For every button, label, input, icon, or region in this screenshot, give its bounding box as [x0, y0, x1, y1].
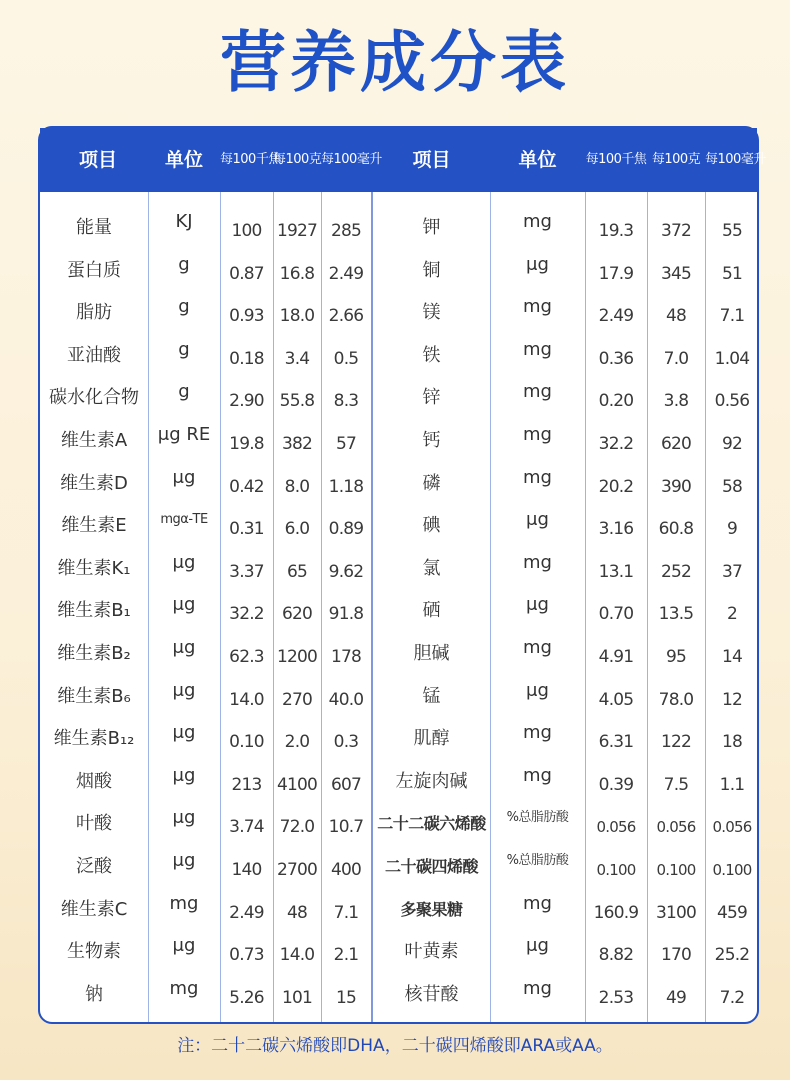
header-per-g-left: 每100克 [273, 152, 322, 167]
left-cell-name: 钠 [85, 983, 103, 1005]
left-cell-unit: g [178, 381, 190, 403]
footnote: 注：二十二碳六烯酸即DHA，二十碳四烯酸即ARA或AA。 [177, 1036, 613, 1056]
left-cell-per-ml: 8.3 [333, 391, 359, 412]
left-cell-per-kj: 2.49 [229, 902, 264, 923]
left-cell-unit: KJ [175, 211, 193, 232]
right-cell-per-g: 60.8 [658, 519, 694, 540]
right-cell-per-ml: 58 [721, 476, 743, 497]
right-cell-per-kj: 4.91 [598, 647, 634, 667]
left-cell-per-ml: 178 [330, 647, 362, 667]
left-cell-per-g: 14.0 [279, 945, 315, 966]
left-cell-unit: μg [172, 637, 196, 658]
right-cell-name: 多聚果糖 [400, 899, 463, 919]
left-cell-per-g: 382 [281, 434, 313, 454]
left-cell-per-ml: 10.7 [328, 817, 364, 838]
right-cell-name: 叶黄素 [404, 941, 459, 963]
header-item-right: 项目 [412, 149, 451, 171]
left-cell-per-ml: 1.18 [328, 476, 364, 497]
left-cell-per-g: 55.8 [279, 391, 315, 412]
right-cell-per-ml: 25.2 [714, 945, 750, 966]
right-cell-per-g: 620 [660, 434, 692, 454]
right-cell-per-kj: 0.20 [598, 391, 634, 412]
right-cell-per-g: 390 [660, 476, 692, 497]
right-cell-per-ml: 7.1 [719, 306, 745, 327]
left-cell-name: 维生素K₁ [57, 557, 131, 579]
left-cell-per-kj: 0.93 [229, 306, 264, 327]
right-cell-per-kj: 8.82 [598, 945, 634, 966]
right-cell-name: 锰 [422, 685, 441, 707]
table-header [40, 128, 766, 192]
right-cell-per-g: 13.5 [658, 604, 694, 625]
right-cell-name: 铜 [422, 259, 441, 281]
right-cell-unit: mg [523, 977, 552, 999]
left-cell-unit: μg [172, 679, 196, 701]
nutrition-table [38, 126, 766, 1024]
left-cell-unit: μg RE [157, 424, 211, 445]
left-cell-per-ml: 285 [330, 221, 362, 241]
left-cell-per-ml: 2.1 [333, 945, 359, 966]
right-cell-per-g: 372 [660, 221, 692, 241]
right-cell-per-kj: 0.100 [596, 861, 636, 879]
left-cell-name: 维生素B₂ [57, 643, 131, 664]
right-cell-per-ml: 18 [721, 732, 743, 753]
right-cell-per-kj: 0.39 [598, 774, 634, 795]
right-cell-unit: mg [523, 637, 552, 658]
right-cell-unit: mg [523, 211, 552, 232]
right-cell-unit: μg [526, 509, 549, 531]
right-cell-per-ml: 37 [721, 561, 743, 582]
right-cell-per-ml: 92 [721, 434, 743, 454]
left-cell-name: 生物素 [67, 941, 121, 963]
right-cell-name: 碘 [422, 515, 441, 537]
right-cell-unit: mg [523, 381, 552, 403]
right-cell-per-kj: 4.05 [598, 689, 634, 710]
left-cell-per-kj: 0.42 [229, 476, 264, 497]
left-cell-per-g: 2.0 [284, 732, 310, 753]
right-cell-per-kj: 20.2 [598, 476, 634, 497]
left-cell-per-kj: 2.90 [229, 391, 264, 412]
left-cell-name: 能量 [76, 217, 112, 238]
right-cell-name: 肌醇 [413, 728, 450, 750]
left-cell-unit: mg [169, 892, 199, 914]
right-cell-name: 胆碱 [413, 643, 450, 664]
left-cell-name: 碳水化合物 [49, 387, 139, 409]
right-cell-unit: mg [523, 466, 552, 488]
left-cell-per-kj: 32.2 [229, 604, 264, 625]
right-cell-per-kj: 160.9 [593, 902, 639, 923]
left-cell-per-g: 1200 [276, 647, 318, 667]
left-cell-name: 亚油酸 [67, 344, 121, 366]
right-cell-per-ml: 12 [721, 689, 743, 710]
left-cell-per-ml: 91.8 [328, 604, 364, 625]
right-cell-name: 硒 [422, 600, 441, 622]
left-cell-per-kj: 213 [231, 774, 262, 795]
right-cell-unit: mg [523, 424, 552, 445]
left-cell-per-kj: 0.31 [229, 519, 264, 540]
left-cell-per-ml: 0.5 [333, 348, 359, 369]
right-cell-per-g: 170 [660, 945, 692, 966]
header-item-left: 项目 [78, 149, 117, 171]
left-cell-name: 维生素A [60, 430, 128, 451]
left-cell-per-kj: 0.73 [229, 945, 264, 966]
right-cell-per-ml: 0.100 [712, 861, 752, 879]
right-cell-name: 二十碳四烯酸 [384, 857, 478, 876]
header-per-ml-left: 每100毫升 [321, 152, 382, 167]
left-cell-per-g: 101 [281, 987, 313, 1008]
right-cell-per-g: 49 [665, 987, 687, 1008]
left-cell-unit: μg [172, 850, 196, 871]
left-cell-name: 维生素D [60, 472, 128, 494]
right-cell-name: 铁 [422, 344, 441, 366]
left-cell-per-g: 16.8 [279, 263, 315, 284]
right-cell-unit: mg [523, 764, 552, 786]
right-cell-name: 钾 [422, 217, 441, 238]
left-cell-name: 维生素B₁₂ [53, 728, 135, 750]
right-cell-per-g: 345 [660, 263, 692, 284]
table-row [40, 974, 757, 1017]
header-per-g-right: 每100克 [651, 152, 701, 167]
right-cell-per-ml: 1.04 [714, 348, 750, 369]
left-cell-per-g: 620 [281, 604, 313, 625]
right-cell-unit: μg [526, 679, 549, 701]
left-cell-per-g: 4100 [276, 774, 318, 795]
right-cell-unit: mg [523, 296, 552, 318]
right-cell-per-kj: 19.3 [598, 221, 634, 241]
left-cell-name: 维生素E [61, 515, 127, 537]
left-cell-unit: g [178, 296, 190, 318]
left-cell-name: 维生素C [60, 898, 128, 920]
right-cell-name: 钙 [422, 430, 441, 451]
left-cell-per-ml: 2.49 [328, 263, 364, 284]
left-cell-per-kj: 62.3 [229, 647, 264, 667]
right-cell-per-ml: 14 [721, 647, 743, 667]
right-cell-per-kj: 6.31 [598, 732, 634, 753]
left-cell-unit: μg [172, 551, 196, 573]
right-cell-per-g: 0.100 [656, 861, 696, 879]
left-cell-name: 烟酸 [76, 770, 112, 792]
left-cell-per-g: 3.4 [284, 348, 310, 369]
left-cell-name: 泛酸 [76, 856, 112, 877]
right-cell-per-g: 122 [660, 732, 692, 753]
left-cell-unit: mg [169, 977, 199, 999]
left-cell-name: 脂肪 [76, 302, 112, 324]
right-cell-unit: μg [526, 935, 549, 957]
right-cell-per-kj: 0.056 [596, 818, 636, 837]
right-cell-per-g: 7.0 [663, 348, 689, 369]
right-cell-unit: mg [523, 338, 552, 360]
left-cell-unit: μg [172, 466, 196, 488]
header-per-kj-right: 每100千焦 [585, 152, 647, 167]
right-cell-unit: %总脂肪酸 [506, 810, 569, 826]
header-unit-left: 单位 [164, 149, 203, 171]
right-cell-per-ml: 9 [726, 519, 738, 540]
right-cell-per-kj: 2.49 [598, 306, 634, 327]
left-cell-per-kj: 0.87 [229, 263, 264, 284]
left-cell-per-g: 270 [281, 689, 313, 710]
right-cell-per-g: 7.5 [663, 774, 689, 795]
right-cell-per-g: 78.0 [658, 689, 694, 710]
left-cell-per-ml: 2.66 [328, 306, 364, 327]
right-cell-per-kj: 2.53 [598, 987, 634, 1008]
left-cell-per-ml: 15 [335, 987, 357, 1008]
right-cell-per-ml: 0.056 [712, 818, 752, 837]
right-cell-name: 锌 [422, 387, 441, 409]
right-cell-name: 氯 [422, 557, 441, 579]
left-cell-per-kj: 5.26 [229, 987, 264, 1008]
left-cell-per-ml: 57 [335, 434, 357, 454]
left-cell-per-ml: 0.89 [328, 519, 364, 540]
left-cell-per-kj: 0.10 [229, 732, 264, 753]
left-cell-per-kj: 0.18 [229, 348, 264, 369]
right-cell-per-ml: 7.2 [719, 987, 745, 1008]
right-cell-per-g: 95 [665, 647, 687, 667]
left-cell-unit: μg [172, 594, 196, 616]
right-cell-per-kj: 32.2 [598, 434, 634, 454]
left-cell-per-kj: 140 [231, 860, 262, 880]
left-cell-unit: g [178, 253, 190, 275]
right-cell-per-ml: 51 [721, 263, 743, 284]
left-cell-name: 维生素B₆ [57, 685, 131, 707]
right-cell-unit: %总脂肪酸 [506, 853, 569, 868]
left-cell-unit: μg [172, 935, 196, 957]
left-cell-per-ml: 607 [330, 774, 362, 795]
left-cell-per-kj: 3.74 [229, 817, 264, 838]
left-cell-per-kj: 19.8 [229, 434, 264, 454]
left-cell-per-g: 1927 [276, 221, 318, 241]
left-cell-per-kj: 100 [231, 221, 262, 241]
left-cell-unit: mgα-TE [160, 512, 208, 528]
right-cell-per-g: 252 [660, 561, 692, 582]
right-cell-per-ml: 2 [726, 604, 738, 625]
right-cell-name: 左旋肉碱 [395, 770, 468, 792]
header-unit-right: 单位 [518, 149, 557, 171]
left-cell-unit: μg [172, 764, 196, 786]
left-cell-per-kj: 14.0 [229, 689, 264, 710]
right-cell-per-g: 48 [665, 306, 687, 327]
right-cell-unit: μg [526, 594, 549, 616]
left-cell-unit: g [178, 338, 190, 360]
right-cell-name: 核苷酸 [404, 983, 459, 1005]
left-cell-per-ml: 9.62 [328, 561, 364, 582]
right-cell-per-kj: 13.1 [598, 561, 634, 582]
right-cell-per-g: 3.8 [663, 391, 689, 412]
right-cell-per-kj: 3.16 [598, 519, 634, 540]
right-cell-per-kj: 17.9 [598, 263, 634, 284]
left-cell-unit: μg [172, 722, 196, 744]
right-cell-per-ml: 459 [716, 902, 748, 923]
right-cell-unit: μg [526, 253, 549, 275]
right-cell-per-kj: 0.70 [598, 604, 634, 625]
left-cell-per-g: 72.0 [279, 817, 315, 838]
left-cell-per-g: 18.0 [279, 306, 315, 327]
header-per-ml-right: 每100毫升 [705, 152, 766, 167]
left-cell-per-kj: 3.37 [229, 561, 264, 582]
right-cell-unit: mg [523, 892, 552, 914]
left-cell-per-ml: 40.0 [328, 689, 364, 710]
left-cell-name: 维生素B₁ [57, 600, 131, 622]
right-cell-unit: mg [523, 551, 552, 573]
right-cell-name: 二十二碳六烯酸 [377, 814, 486, 834]
left-cell-name: 叶酸 [76, 813, 112, 835]
left-cell-per-g: 2700 [276, 860, 318, 880]
right-cell-per-kj: 0.36 [598, 348, 634, 369]
right-cell-per-g: 0.056 [656, 818, 696, 837]
left-cell-per-g: 6.0 [284, 519, 310, 540]
left-cell-per-g: 8.0 [284, 476, 310, 497]
left-cell-unit: μg [172, 807, 196, 829]
left-cell-name: 蛋白质 [67, 259, 121, 281]
header-per-kj-left: 每100千焦 [220, 152, 281, 167]
left-cell-per-ml: 400 [330, 860, 362, 880]
right-cell-per-ml: 55 [721, 221, 743, 241]
left-cell-per-ml: 0.3 [333, 732, 359, 753]
page-title: 营养成分表 [220, 24, 570, 101]
right-cell-name: 镁 [422, 302, 441, 324]
right-cell-unit: mg [523, 722, 552, 744]
left-cell-per-g: 48 [286, 902, 308, 923]
right-cell-name: 磷 [422, 472, 441, 494]
right-cell-per-ml: 1.1 [719, 774, 745, 795]
left-cell-per-ml: 7.1 [333, 902, 359, 923]
right-cell-per-ml: 0.56 [714, 391, 750, 412]
right-cell-per-g: 3100 [655, 902, 697, 923]
left-cell-per-g: 65 [286, 561, 308, 582]
